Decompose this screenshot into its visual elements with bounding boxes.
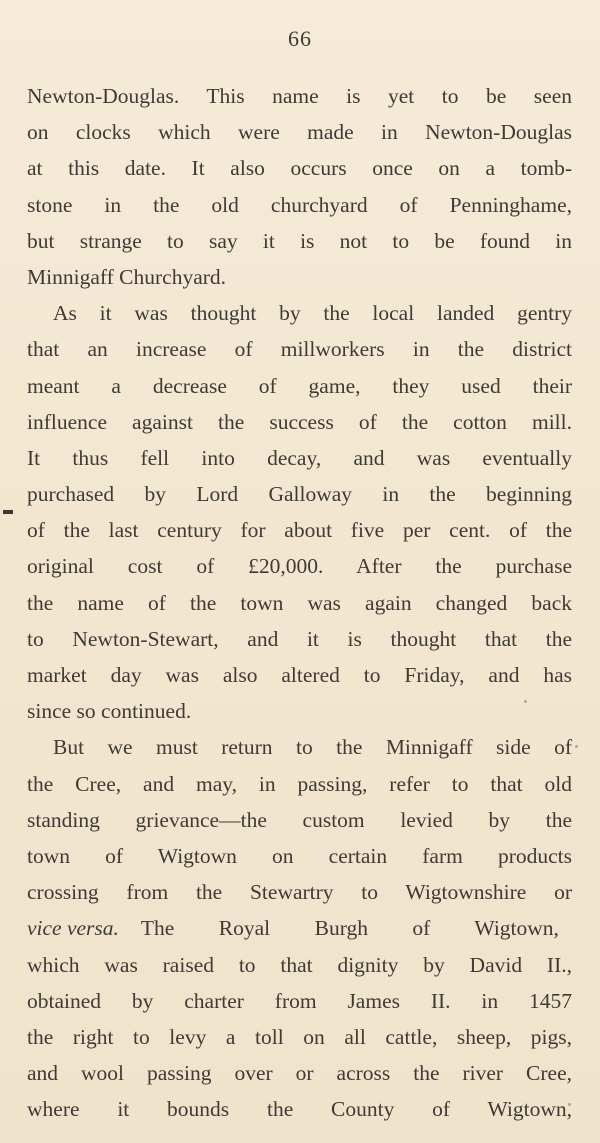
body-text xyxy=(27,78,572,1127)
text-line: since so continued. xyxy=(27,699,192,724)
text-line: the name of the town was again changed back xyxy=(27,590,572,615)
ink-speck xyxy=(575,745,578,748)
text-line: on clocks which were made in Newton-Douglas xyxy=(27,120,572,145)
text-line: obtained by charter from James II. in 1457 xyxy=(27,988,572,1013)
text-line: town of Wigtown on certain farm products xyxy=(27,843,572,868)
text-line: Minnigaff Churchyard. xyxy=(27,264,227,289)
italic-phrase: vice versa. xyxy=(27,916,119,941)
text-line: that an increase of millworkers in the district xyxy=(27,337,572,362)
text-line: the Cree, and may, in passing, refer to that old xyxy=(27,771,572,796)
page-number: 66 xyxy=(288,26,312,51)
text-line: which was raised to that dignity by David II., xyxy=(27,952,572,977)
text-line: standing grievance—the custom levied by the xyxy=(27,807,572,832)
text-line: and wool passing over or across the river Cree, xyxy=(27,1061,572,1086)
text-line-mixed xyxy=(27,910,572,946)
text-line: Newton-Douglas. This name is yet to be seen xyxy=(27,84,572,108)
text-line: market day was also altered to Friday, and has xyxy=(27,663,572,687)
text-line: the right to levy a toll on all cattle, sheep, pigs, xyxy=(27,1024,572,1049)
text-line: But we must return to the Minnigaff side of xyxy=(53,735,572,760)
text-line: crossing from the Stewartry to Wigtownshire or xyxy=(27,880,572,905)
text-segment: The Royal Burgh of Wigtown, xyxy=(140,916,559,941)
text-line: of the last century for about five per cent. of the xyxy=(27,518,572,543)
text-line: stone in the old churchyard of Penninghame, xyxy=(27,192,572,217)
text-line: original cost of £20,000. After the purchase xyxy=(27,554,572,579)
text-line: influence against the success of the cotton mill. xyxy=(27,409,572,434)
text-line: meant a decrease of game, they used their xyxy=(27,373,572,398)
margin-mark xyxy=(3,510,13,514)
text-line: where it bounds the County of Wigtown, xyxy=(27,1097,572,1122)
text-line: to Newton-Stewart, and it is thought that the xyxy=(27,626,572,651)
text-line: It thus fell into decay, and was eventually xyxy=(27,445,572,470)
text-line: at this date. It also occurs once on a tomb- xyxy=(27,156,572,181)
text-line: As it was thought by the local landed gentry xyxy=(53,301,572,326)
text-line: but strange to say it is not to be found in xyxy=(27,228,572,253)
text-line: purchased by Lord Galloway in the beginning xyxy=(27,482,572,507)
